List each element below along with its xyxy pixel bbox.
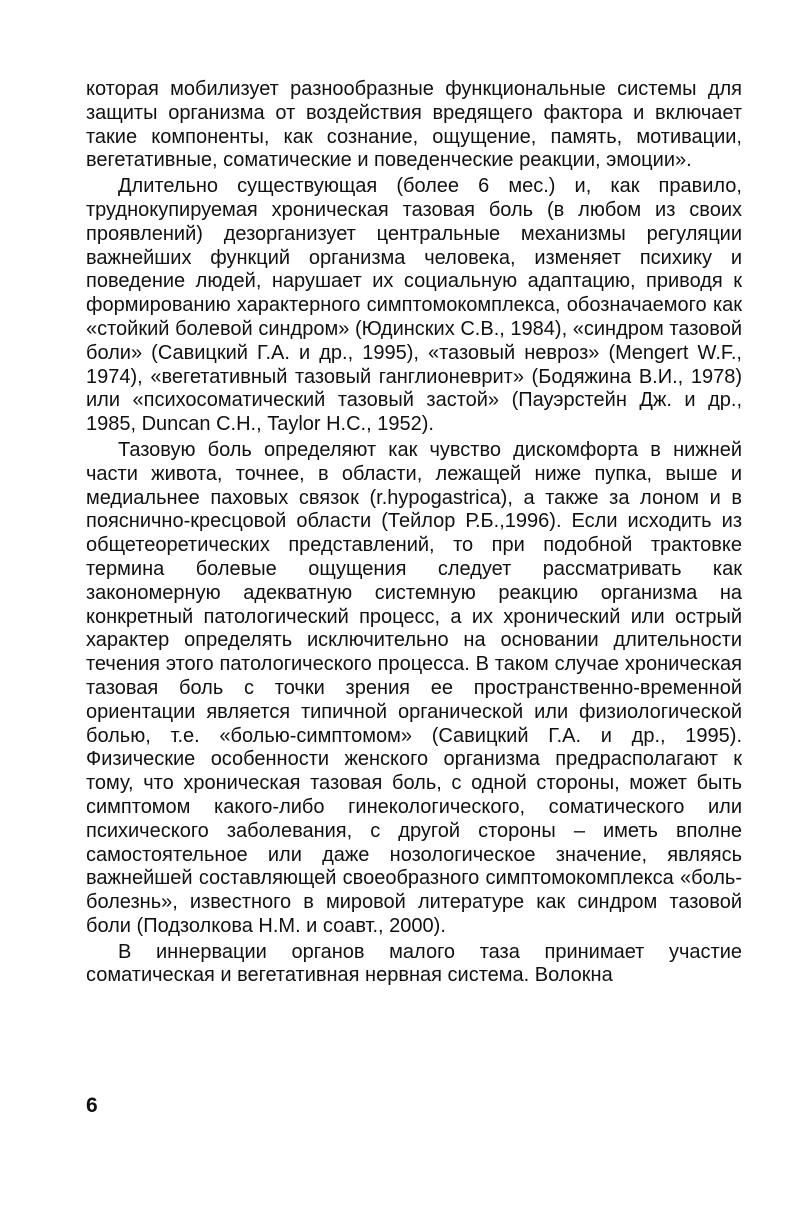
page-number: 6	[86, 1094, 98, 1117]
paragraph-chronic-pain: Длительно существующая (более 6 мес.) и, как правило, труднокупируемая хроническая тазовая боль (в любом из своих проявлений) дезорганизует центральные механизмы регуляции важнейших функций организма человека, изменяет психику и поведение людей, нарушает их социальную адаптацию, приводя к формированию характерного симптомокомплекса, обозначаемого как «стойкий болевой синдром» (Юдинских С.В., 1984), «синдром тазовой боли» (Савицкий Г.А. и др., 1995), «тазовый невроз» (Mengert W.F., 1974), «вегетативный тазовый ганглионеврит» (Бодяжина В.И., 1978) или «психосоматический тазовый застой» (Пауэрстейн Дж. и др., 1985, Duncan С.Н., Taylor Н.С., 1952).	[86, 175, 742, 436]
paragraph-pelvic-pain-definition: Тазовую боль определяют как чувство дискомфорта в нижней части живота, точнее, в области, лежащей ниже пупка, выше и медиальнее паховых связок (r.hypogastrica), а также за лоном и в пояснично-кресцовой области (Тейлор Р.Б.,1996). Если исходить из общетеоретических представлений, то при подобной трактовке термина болевые ощущения следует рассматривать как закономерную адекватную системную реакцию организма на конкретный патологический процесс, а их хронический или острый характер определять исключительно на основании длительности течения этого патологического процесса. В таком случае хроническая тазовая боль с точки зрения ее пространственно-временной ориентации является типичной органической или физиологической болью, т.е. «болью-симптомом» (Савицкий Г.А. и др., 1995). Физические особенности женского организма предрасполагают к тому, что хроническая тазовая боль, с одной стороны, может быть симптомом какого-либо гинекологического, соматического или психического заболевания, с другой стороны – иметь вполне самостоятельное или даже нозологическое значение, являясь важнейшей составляющей своеобразного симптомокомплекса «боль-болезнь», известного в мировой литературе как синдром тазовой боли (Подзолкова Н.М. и соавт., 2000).	[86, 438, 742, 937]
paragraph-continuation: которая мобилизует разнообразные функциональные системы для защиты организма от воздействия вредящего фактора и включает такие компоненты, как сознание, ощущение, память, мотивации, вегетативные, соматические и поведенческие реакции, эмоции».	[86, 78, 742, 172]
paragraph-innervation: В иннервации органов малого таза принимает участие соматическая и вегетативная нервная система. Волокна	[86, 940, 742, 987]
text-column	[86, 78, 742, 988]
